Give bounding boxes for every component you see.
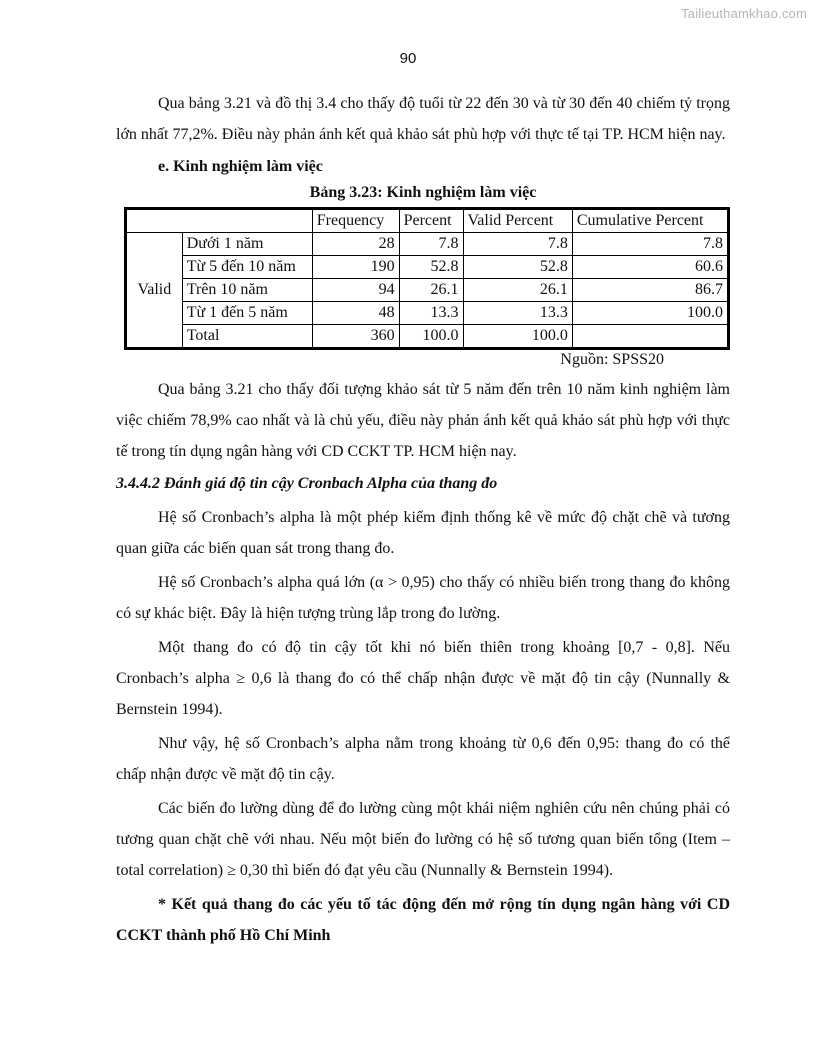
table-source: Nguồn: SPSS20 [560,351,664,368]
table-row [126,279,729,302]
frequency-cell: 94 [312,279,399,302]
cumulative-percent-cell: 60.6 [572,256,728,279]
valid-percent-cell: 13.3 [463,302,572,325]
row-label: Total [182,325,312,349]
row-label: Từ 1 đến 5 năm [182,302,312,325]
experience-table [124,207,730,350]
column-header-valid-percent: Valid Percent [463,209,572,233]
table-row [126,302,729,325]
section-heading-results: * Kết quả thang đo các yếu tố tác động đến mở rộng tín dụng ngân hàng với CD CCKT thành phố Hồ Chí Minh [116,896,730,944]
paragraph-intro: Qua bảng 3.21 và đồ thị 3.4 cho thấy độ tuổi từ 22 đến 30 và từ 30 đến 40 chiếm tỷ trọng lớn nhất 77,2%. Điều này phản ánh kết quả khảo sát phù hợp với thực tế tại TP. HCM hiện nay. [116,95,730,143]
column-header-percent: Percent [399,209,463,233]
paragraph-cronbach-3: Một thang đo có độ tin cậy tốt khi nó biến thiên trong khoảng [0,7 - 0,8]. Nếu Cronbach’s alpha ≥ 0,6 là thang đo có thể chấp nhận được về mặt độ tin cậy (Nunnally & Bernstein 1994). [116,639,730,718]
column-header-cumulative-percent: Cumulative Percent [572,209,728,233]
paragraph-cronbach-1: Hệ số Cronbach’s alpha là một phép kiểm định thống kê về mức độ chặt chẽ và tương quan giữa các biến quan sát trong thang đo. [116,509,730,557]
section-heading-experience: e. Kinh nghiệm làm việc [158,158,323,175]
frequency-cell: 28 [312,233,399,256]
table-row [126,256,729,279]
table-header-row [126,209,729,233]
valid-percent-cell: 7.8 [463,233,572,256]
cumulative-percent-cell: 7.8 [572,233,728,256]
cumulative-percent-cell [572,325,728,349]
valid-percent-cell: 100.0 [463,325,572,349]
percent-cell: 7.8 [399,233,463,256]
document-body [116,88,730,951]
cumulative-percent-cell: 100.0 [572,302,728,325]
row-label: Dưới 1 năm [182,233,312,256]
table-corner-cell [126,209,313,233]
paragraph-cronbach-5: Các biến đo lường dùng để đo lường cùng một khái niệm nghiên cứu nên chúng phải có tương quan chặt chẽ với nhau. Nếu một biến đo lường có hệ số tương quan biến tổng (Item – total correlation) ≥ 0,30 thì biến đó đạt yêu cầu (Nunnally & Bernstein 1994). [116,800,730,879]
row-label: Trên 10 năm [182,279,312,302]
valid-percent-cell: 26.1 [463,279,572,302]
cumulative-percent-cell: 86.7 [572,279,728,302]
table-row [126,233,729,256]
frequency-cell: 48 [312,302,399,325]
percent-cell: 100.0 [399,325,463,349]
frequency-cell: 360 [312,325,399,349]
percent-cell: 13.3 [399,302,463,325]
row-label: Từ 5 đến 10 năm [182,256,312,279]
table-title: Bảng 3.23: Kinh nghiệm làm việc [309,184,537,201]
section-heading-cronbach: 3.4.4.2 Đánh giá độ tin cậy Cronbach Alpha của thang đo [116,475,498,492]
valid-percent-cell: 52.8 [463,256,572,279]
frequency-cell: 190 [312,256,399,279]
page-number: 90 [399,50,417,67]
paragraph-experience: Qua bảng 3.21 cho thấy đối tượng khảo sát từ 5 năm đến trên 10 năm kinh nghiệm làm việc chiếm 78,9% cao nhất và là chủ yếu, điều này phản ánh kết quả khảo sát phù hợp với thực tế trong tín dụng ngân hàng với CD CCKT TP. HCM hiện nay. [116,381,730,460]
watermark: Tailieuthamkhao.com [681,6,807,21]
valid-group-label: Valid [126,233,183,349]
paragraph-cronbach-4: Như vậy, hệ số Cronbach’s alpha nằm trong khoảng từ 0,6 đến 0,95: thang đo có thể chấp nhận được về mặt độ tin cậy. [116,735,730,783]
column-header-frequency: Frequency [312,209,399,233]
percent-cell: 52.8 [399,256,463,279]
paragraph-cronbach-2: Hệ số Cronbach’s alpha quá lớn (α > 0,95) cho thấy có nhiều biến trong thang đo không có sự khác biệt. Đây là hiện tượng trùng lắp trong đo lường. [116,574,730,622]
table-total-row [126,325,729,349]
percent-cell: 26.1 [399,279,463,302]
